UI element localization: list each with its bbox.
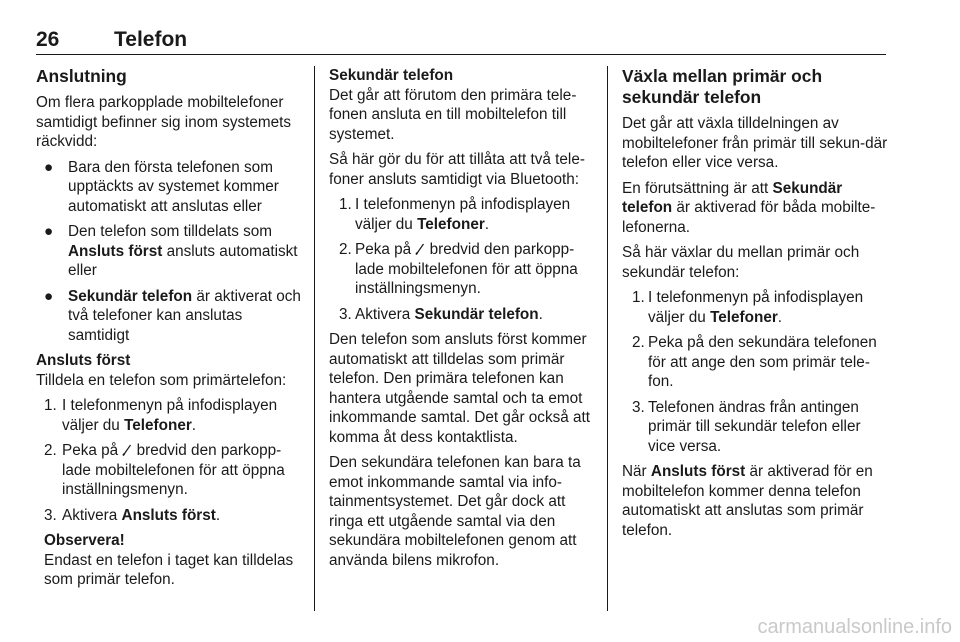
paragraph: Så här växlar du mellan primär och sekundär telefon: (622, 244, 860, 281)
page-title: Telefon (114, 28, 188, 51)
step-item (36, 441, 302, 500)
bullet-list (36, 158, 302, 346)
list-item-emphasis: Sekundär telefon (68, 287, 193, 305)
watermark: carmanualsonline.info (757, 616, 952, 638)
paragraph (622, 179, 890, 238)
column-divider (607, 66, 608, 611)
paragraph: Om flera parkopplade mobiltelefoner samtidigt befinner sig inom systemets räckvidd: (36, 94, 292, 150)
step-number: 2. (339, 241, 352, 258)
column-divider (314, 66, 315, 611)
steps-list (36, 396, 302, 525)
step-text: Peka på (355, 241, 416, 258)
subheading-sekundar-telefon: Sekundär telefon (329, 67, 454, 84)
section-heading-vaxla: Växla mellan primär och sekundär telefon (622, 66, 823, 107)
step-number: 3. (632, 398, 645, 416)
list-item-text: Bara den första telefonen som upptäckts av systemet kommer automatiskt att anslutas eller (68, 158, 279, 215)
column-3 (622, 66, 890, 546)
step-text: bredvid den parkopp-lade mobiltelefonen för att öppna inställningsmenyn. (62, 442, 285, 498)
column-2 (329, 66, 594, 576)
list-item-text: Den telefon som tilldelats som (68, 223, 273, 240)
step-item (622, 288, 890, 327)
paragraph-emphasis: Sekundär telefon (622, 179, 843, 216)
list-item-text: ansluts automatiskt eller (68, 242, 298, 279)
bullet-icon: ● (44, 223, 54, 240)
page-header (36, 28, 886, 55)
step-text: Aktivera (355, 305, 415, 323)
step-text: Peka på (62, 442, 123, 459)
step-number: 2. (632, 334, 645, 351)
step-number: 3. (339, 305, 352, 323)
step-number: 2. (44, 442, 57, 459)
step-item (329, 195, 594, 234)
list-item-text: är aktiverat och två telefoner kan anslutas samtidigt (68, 287, 301, 344)
note-heading: Observera! (44, 532, 125, 549)
paragraph (622, 462, 890, 540)
pencil-icon (122, 444, 132, 456)
step-text: . (777, 308, 783, 326)
step-emphasis: Telefoner (710, 308, 778, 326)
list-item (36, 222, 302, 281)
paragraph-text: är aktiverad för en mobiltelefon kommer denna telefon automatiskt att anslutas som primär telefon. (622, 463, 873, 539)
step-text: I telefonmenyn på infodisplayen väljer du (648, 289, 864, 326)
step-item (36, 506, 302, 526)
step-text: . (191, 416, 197, 434)
step-item (622, 398, 890, 457)
step-item (329, 240, 594, 299)
column-1 (36, 66, 302, 596)
bullet-icon: ● (44, 287, 54, 305)
paragraph-text: är aktiverad för båda mobilte-lefonerna. (622, 199, 876, 236)
step-number: 1. (339, 196, 352, 213)
step-emphasis: Sekundär telefon (414, 305, 539, 323)
steps-list (329, 195, 594, 324)
list-item-emphasis: Ansluts först (68, 242, 163, 260)
pencil-icon (415, 243, 425, 255)
subheading-ansluts-forst: Ansluts först (36, 352, 131, 369)
step-text: I telefonmenyn på infodisplayen väljer du (355, 196, 571, 233)
paragraph: Så här gör du för att tillåta att två tele-foner ansluts samtidigt via Bluetooth: (329, 151, 585, 188)
steps-list (622, 288, 890, 456)
step-item (329, 305, 594, 325)
paragraph: Det går att växla tilldelningen av mobiltelefoner från primär till sekun-där telefon eller vice versa. (622, 115, 888, 171)
bullet-icon: ● (44, 158, 54, 176)
paragraph-text: När (622, 463, 651, 480)
paragraph-emphasis: Ansluts först (650, 463, 746, 480)
step-text: I telefonmenyn på infodisplayen väljer du (62, 397, 278, 434)
step-emphasis: Telefoner (124, 416, 192, 434)
step-text: Aktivera (62, 506, 122, 524)
step-text: . (538, 305, 543, 323)
step-text: bredvid den parkopp-lade mobiltelefonen för att öppna inställningsmenyn. (355, 241, 578, 297)
list-item (36, 158, 302, 217)
step-number: 3. (44, 506, 57, 524)
step-text: . (215, 506, 221, 524)
paragraph-text: En förutsättning är att (622, 179, 773, 197)
step-emphasis: Ansluts först (121, 506, 216, 524)
section-heading-anslutning: Anslutning (36, 66, 127, 86)
step-text: Peka på den sekundära telefonen för att ange den som primär tele-fon. (648, 334, 877, 390)
list-item (36, 287, 302, 346)
step-text: . (484, 215, 490, 233)
step-emphasis: Telefoner (417, 215, 485, 233)
paragraph: Den telefon som ansluts först kommer automatiskt att tilldelas som primär telefon. Den primära telefonen kan hantera utgående samtal och ta emot inkommande samtal. Det går också att komma åt dess kontaktlista. (329, 331, 591, 446)
paragraph: Den sekundära telefonen kan bara ta emot inkommande samtal via info-tainmentsystemet. Det går dock att ringa ett utgående samtal via den sekundära mobiltelefonen genom att använda bilens mikrofon. (329, 454, 581, 569)
note-text: Endast en telefon i taget kan tilldelas som primär telefon. (44, 551, 294, 588)
step-number: 1. (44, 397, 57, 414)
paragraph: Det går att förutom den primära tele-fonen ansluta en till mobiltelefon till systemet. (329, 86, 577, 143)
page-number: 26 (36, 28, 60, 51)
note-box (36, 531, 302, 590)
step-item (622, 333, 890, 392)
paragraph: Tilldela en telefon som primärtelefon: (36, 371, 287, 389)
step-text: Telefonen ändras från antingen primär till sekundär telefon eller vice versa. (648, 398, 861, 455)
step-number: 1. (632, 289, 645, 306)
step-item (36, 396, 302, 435)
